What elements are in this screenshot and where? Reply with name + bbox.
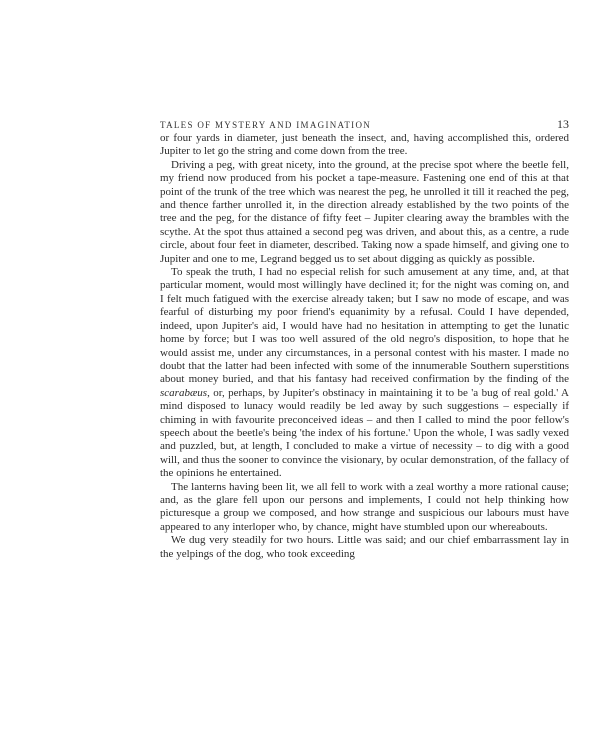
paragraph: Driving a peg, with great nicety, into the ground, at the precise spot where the beetle fell, my friend now produced from his pocket a tape-measure. Fastening one end of this at that point of the trunk of the tree which was nearest the peg, he unrolled it till it reached the peg, and thence farther unrolled it, in the direction already established by the two points of the tree and the peg, for the distance of fifty feet – Jupiter clearing away the brambles with the scythe. At the spot thus attained a second peg was driven, and about this, as a centre, a rude circle, about four feet in diameter, described. Taking now a spade himself, and giving one to Jupiter and one to me, Legrand begged us to set about digging as quickly as possible. (160, 158, 569, 265)
body-text (160, 132, 569, 561)
italic-word: scarabæus (160, 386, 208, 399)
paragraph: The lanterns having been lit, we all fell to work with a zeal worthy a more rational cause; and, as the glare fell upon our persons and implements, I could not help thinking how picturesque a group we composed, and how strange and suspicious our labours must have appeared to any interloper who, by chance, might have stumbled upon our whereabouts. (160, 480, 569, 533)
running-title: TALES OF MYSTERY AND IMAGINATION (160, 120, 372, 130)
paragraph-text-end: , or, perhaps, by Jupiter's obstinacy in maintaining it to be 'a bug of real gold.' A mind disposed to lunacy would readily be led away by such suggestions – especially if chiming in with favourite preconceived ideas – and then I called to mind the poor fellow's speech about the beetle's being 'the index of his fortune.' Upon the whole, I was sadly vexed and puzzled, but, at length, I concluded to make a virtue of necessity – to dig with a good will, and thus the sooner to convince the visionary, by ocular demonstration, of the fallacy of the opinions he entertained. (160, 386, 569, 480)
running-header (160, 117, 569, 133)
page-number: 13 (557, 117, 569, 131)
paragraph (160, 266, 569, 481)
paragraph-text-start: To speak the truth, I had no especial relish for such amusement at any time, and, at that particular moment, would most willingly have declined it; for the night was coming on, and I felt much fatigued with the exercise already taken; but I saw no mode of escape, and was fearful of disturbing my poor friend's equanimity by a refusal. Could I have depended, indeed, upon Jupiter's aid, I would have had no hesitation in attempting to get the lunatic home by force; but I was too well assured of the old negro's disposition, to hope that he would assist me, under any circumstances, in a personal contest with his master. I made no doubt that the latter had been infected with some of the innumerable Southern superstitions about money buried, and that his fantasy had received confirmation by the finding of the (160, 266, 569, 386)
paragraph: or four yards in diameter, just beneath the insect, and, having accomplished this, ordered Jupiter to let go the string and come down from the tree. (160, 132, 569, 158)
paragraph: We dug very steadily for two hours. Little was said; and our chief embarrassment lay in the yelpings of the dog, who took exceeding (160, 534, 569, 560)
